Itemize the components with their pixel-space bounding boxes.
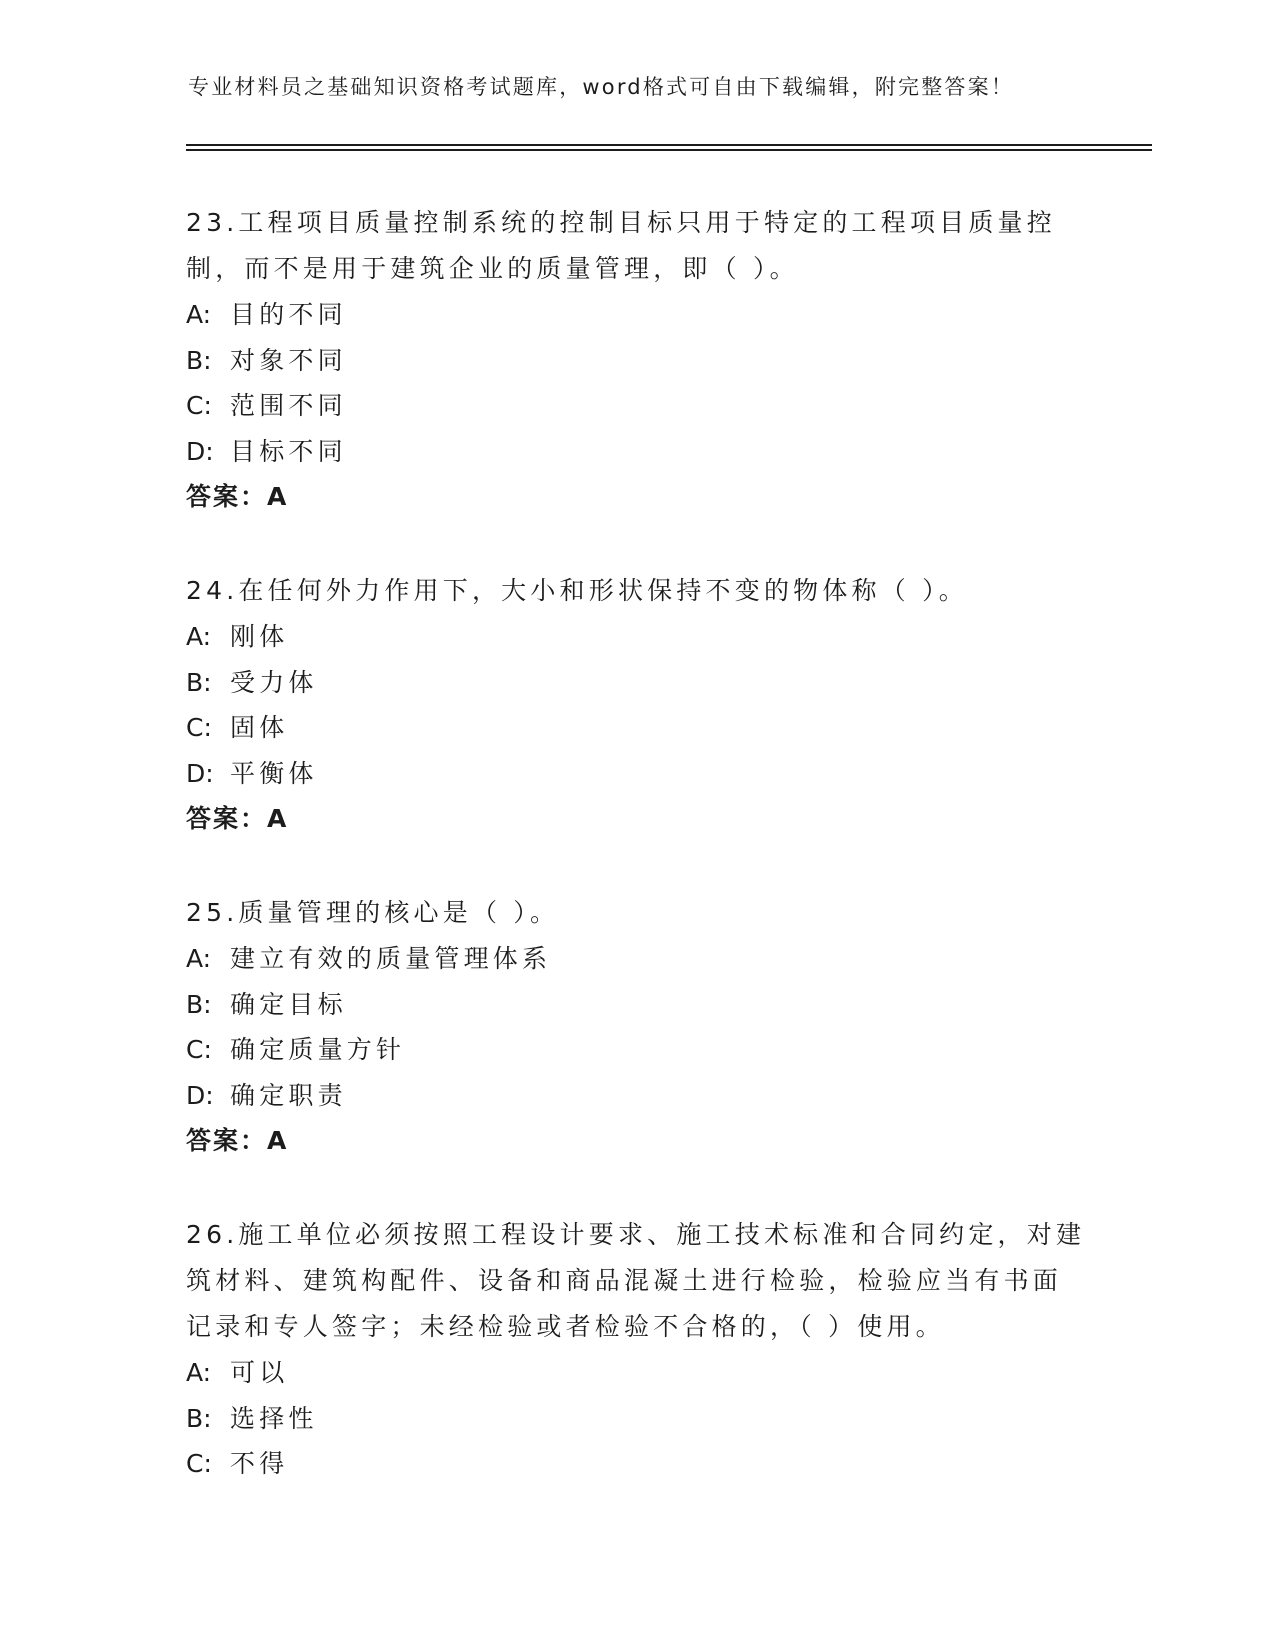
option-letter: B:: [186, 1403, 212, 1433]
option-letter: D:: [186, 758, 214, 788]
question-stem: 26.施工单位必须按照工程设计要求、施工技术标准和合同约定，对建筑材料、建筑构配件、设备和商品混凝土进行检验，检验应当有书面记录和专人签字；未经检验或者检验不合格的，（ ）使用。: [186, 1220, 1086, 1341]
option-text: 可以: [230, 1358, 289, 1387]
question-26: [186, 1212, 1086, 1487]
option-b: [186, 1396, 1086, 1442]
option-letter: D:: [186, 436, 214, 466]
option-letter: B:: [186, 989, 212, 1019]
option-letter: D:: [186, 1080, 214, 1110]
option-b: [186, 338, 1086, 384]
option-c: [186, 383, 1086, 429]
option-b: [186, 660, 1086, 706]
answer-label: 答案：A: [186, 1126, 289, 1155]
option-d: [186, 751, 1086, 797]
option-a: [186, 292, 1086, 338]
option-text: 范围不同: [230, 391, 347, 420]
option-c: [186, 1441, 1086, 1487]
option-c: [186, 1027, 1086, 1073]
question-stem: 25.质量管理的核心是（ ）。: [186, 898, 560, 927]
option-letter: A:: [186, 622, 212, 651]
option-text: 目的不同: [230, 300, 347, 329]
option-text: 不得: [230, 1449, 289, 1478]
option-d: [186, 1073, 1086, 1119]
option-text: 平衡体: [230, 758, 318, 788]
option-text: 选择性: [230, 1403, 318, 1433]
option-text: 确定职责: [230, 1080, 347, 1110]
answer-label: 答案：A: [186, 804, 289, 833]
header-divider: [186, 144, 1152, 146]
document-header: 专业材料员之基础知识资格考试题库，word格式可自由下载编辑，附完整答案！: [188, 75, 1015, 99]
option-text: 确定目标: [230, 989, 347, 1019]
question-25: [186, 890, 1086, 1164]
option-letter: C:: [186, 713, 212, 742]
option-letter: B:: [186, 345, 212, 375]
answer-label: 答案：A: [186, 482, 289, 511]
option-letter: A:: [186, 1358, 212, 1387]
option-letter: A:: [186, 944, 212, 973]
option-text: 受力体: [230, 667, 318, 697]
option-text: 建立有效的质量管理体系: [230, 944, 552, 973]
option-text: 固体: [230, 713, 289, 742]
option-letter: A:: [186, 300, 212, 329]
option-text: 对象不同: [230, 345, 347, 375]
option-a: [186, 614, 1086, 660]
option-c: [186, 705, 1086, 751]
option-text: 目标不同: [230, 436, 347, 466]
option-a: [186, 936, 1086, 982]
option-letter: B:: [186, 667, 212, 697]
option-text: 确定质量方针: [230, 1035, 406, 1064]
option-a: [186, 1350, 1086, 1396]
header-divider-second: [186, 149, 1152, 151]
option-text: 刚体: [230, 622, 289, 651]
option-letter: C:: [186, 1449, 212, 1478]
option-d: [186, 429, 1086, 475]
question-list: [186, 200, 1086, 1535]
question-24: [186, 568, 1086, 842]
question-23: [186, 200, 1086, 520]
option-letter: C:: [186, 1035, 212, 1064]
question-stem: 23.工程项目质量控制系统的控制目标只用于特定的工程项目质量控制，而不是用于建筑企业的质量管理，即（ ）。: [186, 208, 1056, 283]
option-b: [186, 982, 1086, 1028]
question-stem: 24.在任何外力作用下，大小和形状保持不变的物体称（ ）。: [186, 576, 969, 605]
option-letter: C:: [186, 391, 212, 420]
